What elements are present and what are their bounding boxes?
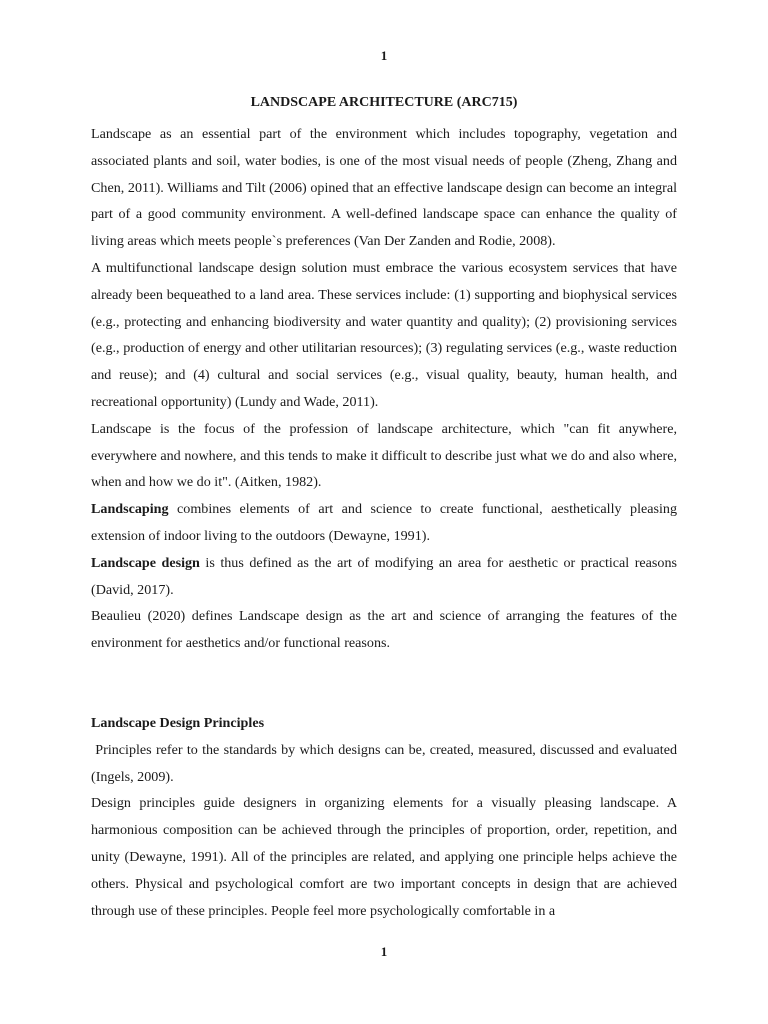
paragraph-landscaping-definition <box>91 496 677 550</box>
paragraph-landscape-architecture: Landscape is the focus of the profession of landscape architecture, which "can fit anywhere, everywhere and nowhere, and this tends to make it difficult to describe just what we do and also where, when and how we do it". (Aitken, 1982). <box>91 420 677 491</box>
paragraph-beaulieu-definition: Beaulieu (2020) defines Landscape design as the art and science of arranging the features of the environment for aesthetics and/or functional reasons. <box>91 608 677 652</box>
page-number-top: 1 <box>380 48 388 63</box>
paragraph-landscape-design-definition <box>91 550 677 604</box>
document-title: LANDSCAPE ARCHITECTURE (ARC715) <box>250 95 518 110</box>
paragraph-multifunctional-design: A multifunctional landscape design solution must embrace the various ecosystem services that have already been bequeathed to a land area. These services include: (1) supporting and biophysical services (e.g., protecting and enhancing biodiversity and water quantity and quality); (2) provisioning services (e.g., production of energy and other utilitarian resources); (3) regulating services (e.g., waste reduction and reuse); and (4) cultural and social services (e.g., visual quality, beauty, human health, and recreational opportunity) (Lundy and Wade, 2011). <box>91 259 677 410</box>
paragraph-landscape-intro: Landscape as an essential part of the environment which includes topography, vegetation and associated plants and soil, water bodies, is one of the most visual needs of people (Zheng, Zhang and Chen, 2011). Williams and Tilt (2006) opined that an effective landscape design can become an integral part of a good community environment. A well-defined landscape space can enhance the quality of living areas which meets people`s preferences (Van Der Zanden and Rodie, 2008). <box>91 126 677 250</box>
term-landscaping: Landscaping <box>91 501 169 518</box>
landscaping-definition-text: combines elements of art and science to create functional, aesthetically pleasing extension of indoor living to the outdoors (Dewayne, 1991). <box>91 501 677 544</box>
paragraph-design-principles-guide: Design principles guide designers in organizing elements for a visually pleasing landscape. A harmonious composition can be achieved through the principles of proportion, order, repetition, and unity (Dewayne, 1991). All of the principles are related, and applying one principle helps achieve the others. Physical and psychological comfort are two important concepts in design that are achieved through use of these principles. People feel more psychologically comfortable in a <box>91 795 677 919</box>
document-body <box>91 93 677 924</box>
section-heading-design-principles: Landscape Design Principles <box>91 714 265 731</box>
landscape-design-definition-text: is thus defined as the art of modifying an area for aesthetic or practical reasons (David, 2017). <box>91 554 677 598</box>
page-number-bottom: 1 <box>380 944 388 959</box>
term-landscape-design: Landscape design <box>91 554 200 571</box>
paragraph-principles-standards: Principles refer to the standards by which designs can be, created, measured, discussed and evaluated (Ingels, 2009). <box>91 741 677 785</box>
